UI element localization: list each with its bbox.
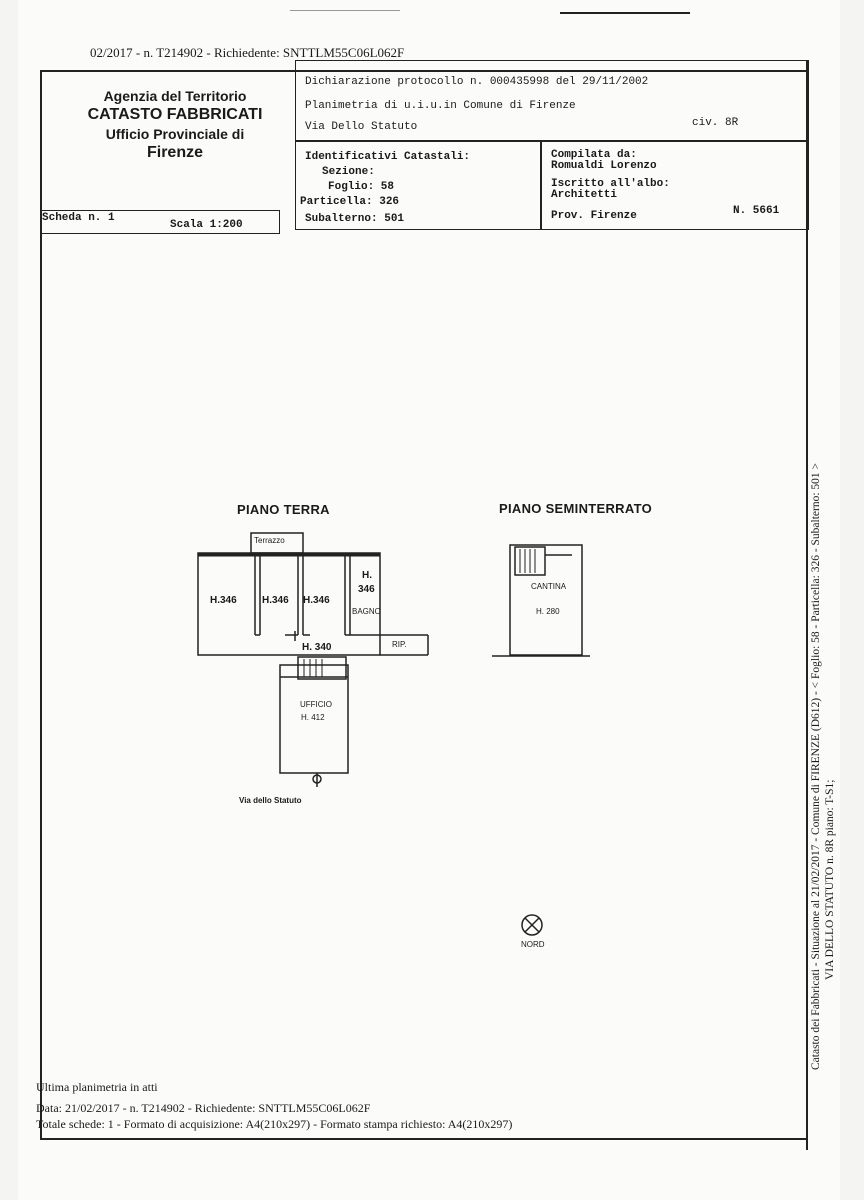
scheda: Scheda n. 1	[42, 212, 115, 224]
identificativi-divider	[540, 140, 542, 230]
footer-totale: Totale schede: 1 - Formato di acquisizione: A4(210x297) - Formato stampa richiesto: A4(210x297)	[36, 1117, 513, 1131]
piano-seminterrato-title: PIANO SEMINTERRATO	[499, 501, 652, 516]
via: Via Dello Statuto	[305, 121, 418, 133]
side-text-line2: VIA DELLO STATUTO n. 8R piano: T-S1;	[824, 779, 836, 980]
terrazzo-label: Terrazzo	[254, 536, 285, 545]
provincia: Prov. Firenze	[551, 210, 637, 222]
agency-name: Agenzia del Territorio	[103, 88, 247, 104]
cantina-outline	[510, 545, 582, 655]
ufficio-label: UFFICIO	[300, 700, 332, 709]
room2-height: H.346	[262, 595, 289, 606]
dichiarazione: Dichiarazione protocollo n. 000435998 del 29/11/2002	[305, 76, 649, 88]
room3-height: H.346	[303, 595, 330, 606]
ufficio-height: H. 412	[301, 713, 325, 722]
iscritto-label: Iscritto all'albo:	[551, 178, 670, 190]
compilatore: Romualdi Lorenzo	[551, 160, 657, 172]
subalterno: Subalterno: 501	[305, 213, 405, 225]
piano-terra-title: PIANO TERRA	[237, 502, 330, 517]
north-arrow-icon	[519, 912, 545, 938]
albo: Architetti	[551, 189, 618, 201]
particella: Particella: 326	[300, 196, 400, 208]
scan-mark	[560, 12, 690, 14]
compilata-label: Compilata da:	[551, 149, 637, 161]
bagno-height-label: H.	[362, 570, 372, 581]
ultima-planimetria: Ultima planimetria in atti	[36, 1080, 158, 1094]
identificativi-title: Identificativi Catastali:	[305, 151, 471, 163]
numero-albo: N. 5661	[733, 205, 780, 217]
cantina-height: H. 280	[536, 607, 560, 616]
planimetria: Planimetria di u.i.u.in Comune di Firenze	[305, 100, 576, 112]
agency-block	[60, 88, 290, 162]
corridor-height: H. 340	[302, 642, 332, 653]
sezione: Sezione:	[322, 166, 375, 178]
bagno-height: 346	[358, 584, 375, 595]
catasto-title: CATASTO FABBRICATI	[87, 106, 263, 123]
footer-data: Data: 21/02/2017 - n. T214902 - Richiedente: SNTTLM55C06L062F	[36, 1101, 371, 1115]
city-name: Firenze	[146, 144, 203, 161]
office-name: Ufficio Provinciale di	[105, 126, 245, 142]
room1-height: H.346	[210, 595, 237, 606]
top-request-line: 02/2017 - n. T214902 - Richiedente: SNTTLM55C06L062F	[90, 45, 405, 60]
side-text-line1: Catasto dei Fabbricati - Situazione al 21/02/2017 - Comune di FIRENZE (D612) - < Foglio: 58 - Particella: 326 - Subalterno: 501 >	[810, 462, 822, 1070]
frame-bottom	[40, 1138, 808, 1140]
floor-plan-drawing	[180, 525, 600, 805]
scan-mark	[290, 10, 400, 11]
civico: civ. 8R	[692, 117, 739, 129]
rip-label: RIP.	[392, 640, 407, 649]
nord-label: NORD	[521, 940, 545, 949]
scala: Scala 1:200	[170, 219, 243, 231]
cantina-label: CANTINA	[531, 582, 567, 591]
foglio: Foglio: 58	[328, 181, 395, 193]
street-label: Via dello Statuto	[239, 796, 302, 805]
bagno-label: BAGNO	[352, 607, 381, 616]
